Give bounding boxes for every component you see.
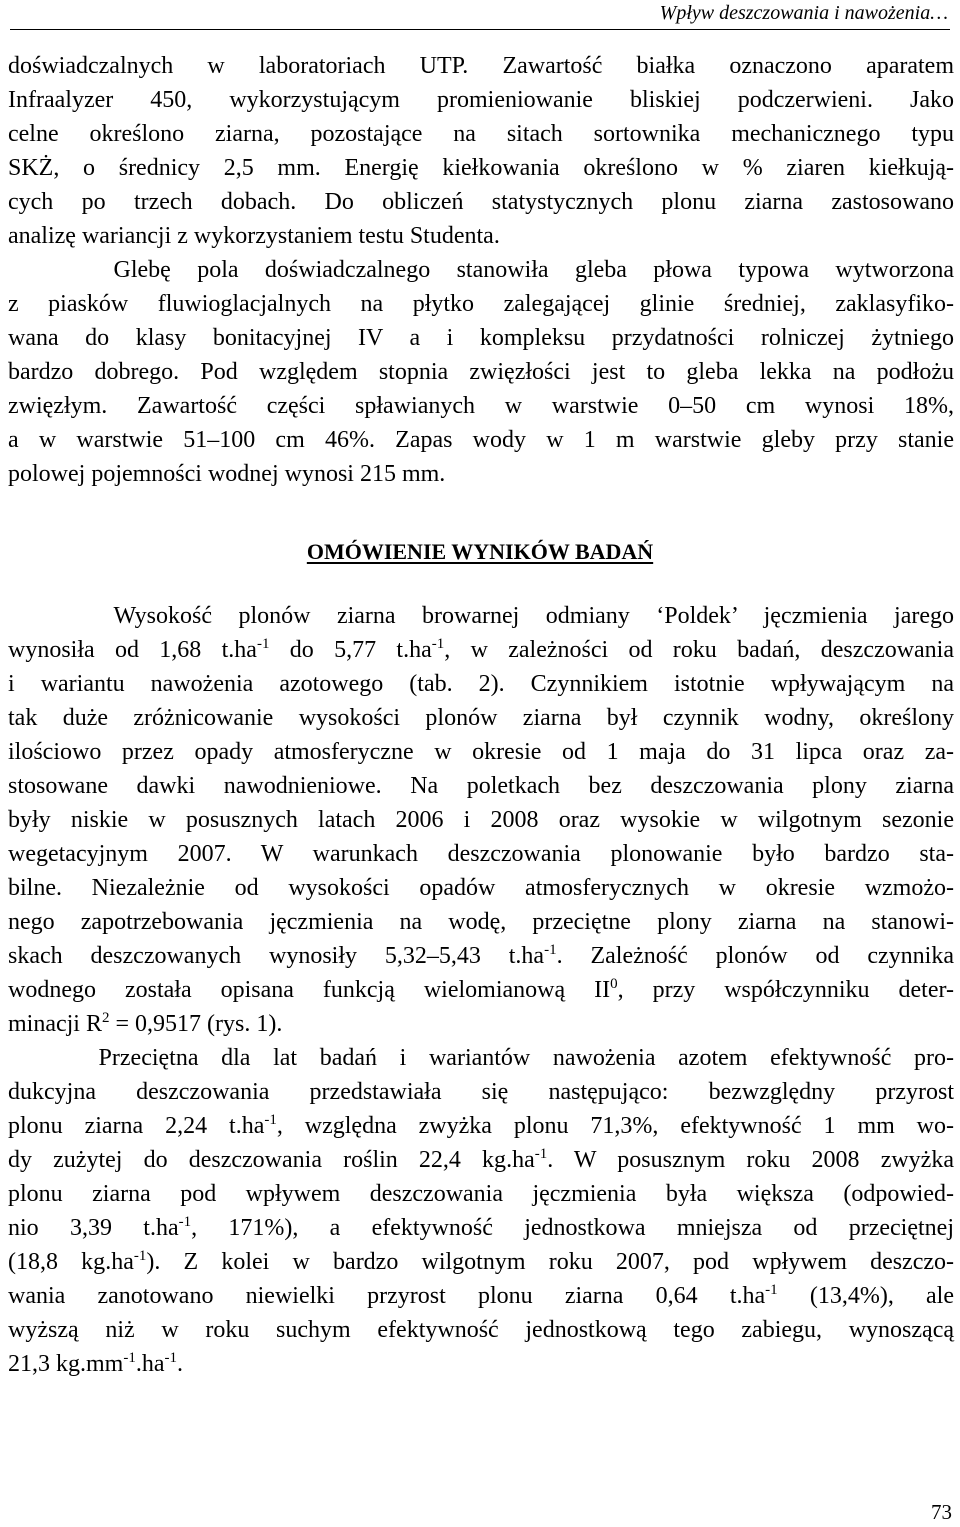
text-line: plonu ziarna pod wpływem deszczowania jęczmienia była większa (odpowied- <box>8 1181 954 1207</box>
text-line: stosowane dawki nawodnieniowe. Na poletkach bez deszczowania plony ziarna <box>8 773 954 799</box>
page-number: 73 <box>931 1500 952 1524</box>
text-line: SKŻ, o średnicy 2,5 mm. Energię kiełkowania określono w % ziaren kiełkują- <box>8 155 954 181</box>
text-line: Wysokość plonów ziarna browarnej odmiany ‘Poldek’ jęczmienia jarego <box>8 603 954 629</box>
text-line: wyższą niż w roku suchym efektywność jednostkową tego zabiegu, wynoszącą <box>8 1317 954 1343</box>
text-line: a w warstwie 51–100 cm 46%. Zapas wody w 1 m warstwie gleby przy stanie <box>8 427 954 453</box>
methods-paragraph-block <box>8 49 954 491</box>
text-line: nego zapotrzebowania jęczmienia na wodę, przeciętne plony ziarna na stanowi- <box>8 909 954 935</box>
text-line: i wariantu nawożenia azotowego (tab. 2). Czynnikiem istotnie wpływającym na <box>8 671 954 697</box>
section-heading: OMÓWIENIE WYNIKÓW BADAŃ <box>306 539 654 564</box>
text-line: wegetacyjnym 2007. W warunkach deszczowania plonowanie było bardzo sta- <box>8 841 954 867</box>
text-line: analizę wariancji z wykorzystaniem testu Studenta. <box>8 223 500 249</box>
text-line: z piasków fluwioglacjalnych na płytko zalegającej glinie średniej, zaklasyfiko- <box>8 291 954 317</box>
text-line: minacji $R^2 = 0,9517$ (rys. 1). <box>8 1010 283 1037</box>
text-line: cych po trzech dobach. Do obliczeń statystycznych plonu ziarna zastosowano <box>8 189 954 215</box>
text-line: dukcyjna deszczowania przedstawiała się następująco: bezwzględny przyrost <box>8 1079 954 1105</box>
running-header <box>10 0 950 30</box>
text-line: wodnego została opisana funkcją wielomianową $II^0$, przy współczynniku deter- <box>8 976 955 1003</box>
running-title: Wpływ deszczowania i nawożenia… <box>659 2 948 24</box>
text-line: wynosiła od 1,68 $t.ha^{-1}$ do 5,77 $t.ha^{-1}$, w zależności od roku badań, deszczowania <box>8 636 955 663</box>
text-line: Infraalyzer 450, wykorzystującym promieniowanie bliskiej podczerwieni. Jako <box>8 87 954 113</box>
text-line: celne określono ziarna, pozostające na sitach sortownika mechanicznego typu <box>8 121 954 147</box>
text-line: zwięzłym. Zawartość części spławianych w warstwie 0–50 cm wynosi 18%, <box>8 393 954 419</box>
text-line: tak duże zróżnicowanie wysokości plonów ziarna był czynnik wodny, określony <box>8 705 954 731</box>
text-line: 21,3 $kg.mm^{-1}.ha^{-1}$. <box>8 1350 183 1377</box>
text-line: Przeciętna dla lat badań i wariantów nawożenia azotem efektywność pro- <box>8 1045 954 1071</box>
text-line: bardzo dobrego. Pod względem stopnia zwięzłości jest to gleba lekka na podłożu <box>8 359 954 385</box>
text-line: polowej pojemności wodnej wynosi 215 mm. <box>8 461 446 487</box>
text-line: Glebę pola doświadczalnego stanowiła gleba płowa typowa wytworzona <box>8 257 954 283</box>
text-line: ilościowo przez opady atmosferyczne w okresie od 1 maja do 31 lipca oraz za- <box>8 739 954 765</box>
text-line: były niskie w posusznych latach 2006 i 2008 oraz wysokie w wilgotnym sezonie <box>8 807 954 833</box>
results-paragraph-block <box>8 599 954 1381</box>
text-line: plonu ziarna 2,24 $t.ha^{-1}$, względna zwyżka plonu 71,3%, efektywność 1 mm wo- <box>8 1112 955 1139</box>
text-line: nio 3,39 $t.ha^{-1}$, 171%), a efektywność jednostkowa mniejsza od przeciętnej <box>8 1214 954 1241</box>
text-line: wana do klasy bonitacyjnej IV a i kompleksu przydatności rolniczej żytniego <box>8 325 954 351</box>
text-line: skach deszczowanych wynosiły 5,32–5,43 $t.ha^{-1}$. Zależność plonów od czynnika <box>8 942 954 969</box>
text-line: (18,8 $kg.ha^{-1}$). Z kolei w bardzo wilgotnym roku 2007, pod wpływem deszczo- <box>8 1248 955 1275</box>
text-line: doświadczalnych w laboratoriach UTP. Zawartość białka oznaczono aparatem <box>8 53 954 79</box>
text-line: wania zanotowano niewielki przyrost plonu ziarna 0,64 $t.ha^{-1}$ (13,4%), ale <box>8 1282 955 1309</box>
text-line: bilne. Niezależnie od wysokości opadów atmosferycznych w okresie wzmożo- <box>8 875 954 901</box>
text-line: dy zużytej do deszczowania roślin 22,4 $kg.ha^{-1}$. W posusznym roku 2008 zwyżka <box>8 1146 954 1173</box>
